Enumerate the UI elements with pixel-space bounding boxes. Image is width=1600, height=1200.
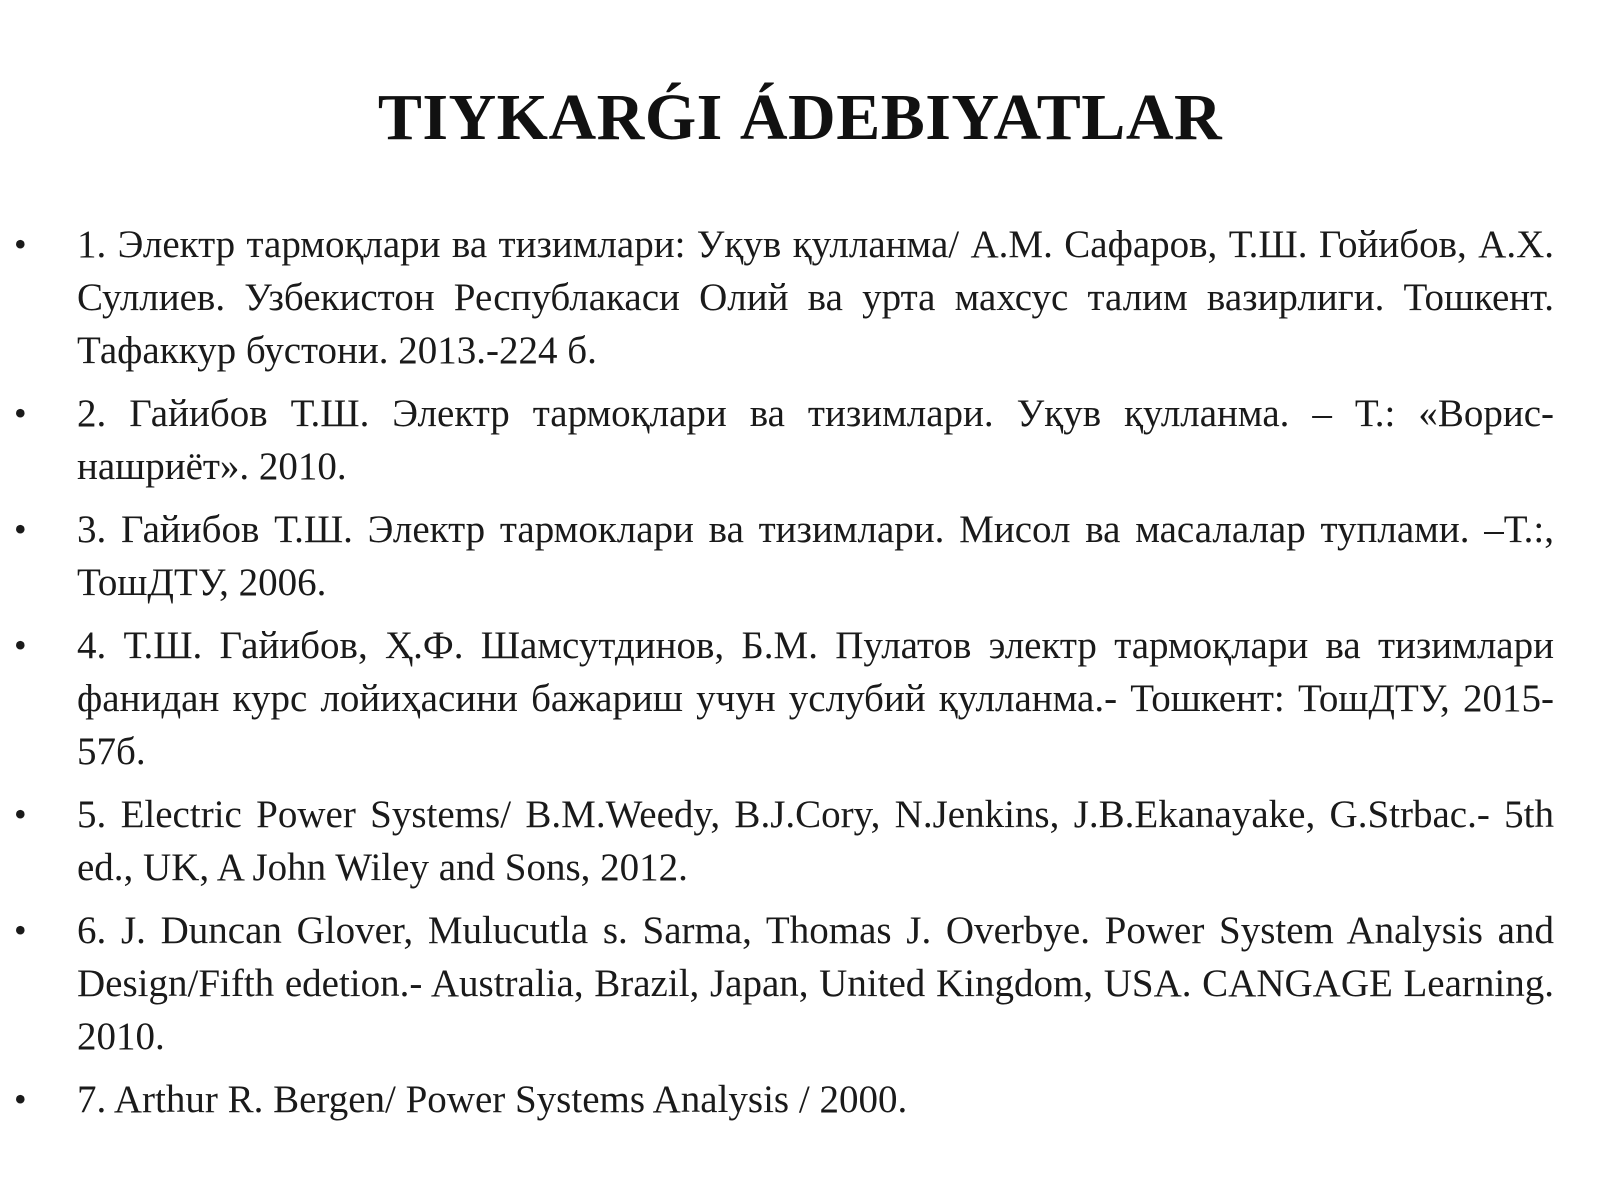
list-item <box>0 904 1600 1063</box>
bullet-icon: • <box>14 625 27 665</box>
list-item <box>0 387 1600 493</box>
bullet-icon: • <box>14 1079 27 1119</box>
list-item <box>0 788 1600 894</box>
list-item <box>0 218 1600 377</box>
list-item <box>0 619 1600 778</box>
reference-text: 3. Гайибов Т.Ш. Электр тармоклари ва тизимлари. Мисол ва масалалар туплами. –Т.:, ТошДТУ, 2006. <box>77 508 1554 604</box>
bullet-icon: • <box>14 794 27 834</box>
bullet-icon: • <box>14 224 27 264</box>
reference-text: 5. Electric Power Systems/ B.M.Weedy, B.J.Cory, N.Jenkins, J.B.Ekanayake, G.Strbac.- 5th ed., UK, A John Wiley and Sons, 2012. <box>77 793 1554 889</box>
reference-text: 1. Электр тармоқлари ва тизимлари: Уқув қулланма/ А.М. Сафаров, Т.Ш. Гойибов, А.Х. Суллиев. Узбекистон Республакаси Олий ва урта махсус талим вазирлиги. Тошкент. Тафаккур бустони. 2013.-224 б. <box>77 223 1554 372</box>
list-item <box>0 503 1600 609</box>
reference-text: 7. Arthur R. Bergen/ Power Systems Analysis / 2000. <box>77 1078 908 1121</box>
bullet-icon: • <box>14 509 27 549</box>
bullet-icon: • <box>14 910 27 950</box>
reference-list <box>0 218 1600 1136</box>
list-item <box>0 1073 1600 1126</box>
bullet-icon: • <box>14 393 27 433</box>
reference-text: 4. Т.Ш. Гайибов, Ҳ.Ф. Шамсутдинов, Б.М. Пулатов электр тармоқлари ва тизимлари фанидан курс лойиҳасини бажариш учун услубий қулланма.- Тошкент: ТошДТУ, 2015-57б. <box>77 624 1554 773</box>
reference-text: 6. J. Duncan Glover, Mulucutla s. Sarma, Thomas J. Overbye. Power System Analysis and Design/Fifth edetion.- Australia, Brazil, Japan, United Kingdom, USA. CANGAGE Learning. 2010. <box>77 909 1554 1058</box>
slide-title: TIYKARǴI ÁDEBIYATLAR <box>377 81 1223 154</box>
reference-text: 2. Гайибов Т.Ш. Электр тармоқлари ва тизимлари. Уқув қулланма. – Т.: «Ворис-нашриёт». 2010. <box>77 392 1554 488</box>
